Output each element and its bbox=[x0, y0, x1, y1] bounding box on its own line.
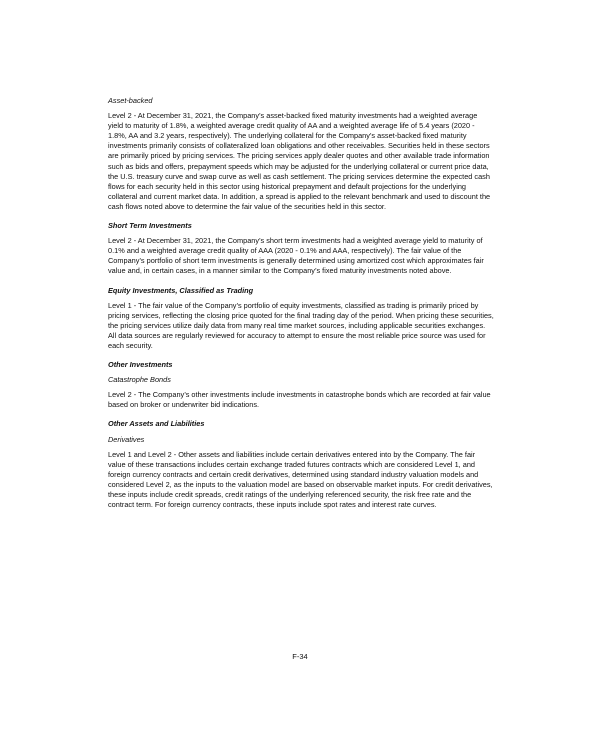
short-term-investments-paragraph: Level 2 - At December 31, 2021, the Company’s short term investments had a weighted average yield to maturity of 0.1% and a weighted average credit quality of AAA (2020 - 0.1% and AAA, respectively). The fair value of the Company’s portfolio of short term investments is generally determined using amortized cost which approximates fair value and, in certain cases, in a manner similar to the Company’s fixed maturity investments noted above. bbox=[108, 236, 484, 276]
page-content bbox=[108, 96, 494, 519]
catastrophe-bonds-paragraph: Level 2 - The Company’s other investments include investments in catastrophe bonds which are recorded at fair value based on broker or underwriter bid indications. bbox=[108, 390, 491, 410]
equity-investments-paragraph: Level 1 - The fair value of the Company’s portfolio of equity investments, classified as trading is primarily priced by pricing services, reflecting the closing price quoted for the final trading day of the period. When pricing these securities, the pricing services utilize daily data from many real time market sources, including applicable securities exchanges. All data sources are regularly reviewed for accuracy to attempt to ensure the most reliable price source was used for each security. bbox=[108, 300, 494, 350]
asset-backed-heading: Asset-backed bbox=[108, 96, 153, 105]
page-number: F-34 bbox=[292, 652, 308, 661]
derivatives-heading: Derivatives bbox=[108, 434, 145, 444]
catastrophe-bonds-heading: Catastrophe Bonds bbox=[108, 375, 171, 385]
asset-backed-paragraph: Level 2 - At December 31, 2021, the Company’s asset-backed fixed maturity investments had a weighted average yield to maturity of 1.8%, a weighted average credit quality of AA and a weighted average life of 5.4 years (2020 - 1.8%, AA and 3.2 years, respectively). The underlying collateral for the Company’s asset-backed fixed maturity investments primarily consists of collateralized loan obligations and other receivables. Securities held in these sectors are primarily priced by pricing services. The pricing services apply dealer quotes and other available trade information such as bids and offers, prepayment speeds which may be adjusted for the underlying collateral or current price data, the U.S. treasury curve and swap curve as well as cash settlement. The pricing services determine the expected cash flows for each security held in this sector using historical prepayment and default projections for the underlying collateral and current market data. In addition, a spread is applied to the relevant benchmark and used to discount the cash flows noted above to determine the fair value of the securities held in this sector. bbox=[108, 111, 491, 211]
short-term-investments-heading: Short Term Investments bbox=[108, 221, 192, 231]
derivatives-paragraph: Level 1 and Level 2 - Other assets and liabilities include certain derivatives entered into by the Company. The fair value of these transactions includes certain exchange traded futures contracts which are considered Level 1, and foreign currency contracts and certain credit derivatives, determined using standard industry valuation models and considered Level 2, as the inputs to the valuation model are based on observable market inputs. For credit derivatives, these inputs include credit spreads, credit ratings of the underlying referenced security, the risk free rate and the contract term. For foreign currency contracts, these inputs include spot rates and interest rate curves. bbox=[108, 449, 493, 510]
equity-investments-heading: Equity Investments, Classified as Trading bbox=[108, 285, 254, 295]
other-assets-liabilities-heading: Other Assets and Liabilities bbox=[108, 419, 205, 429]
other-investments-heading: Other Investments bbox=[108, 360, 173, 370]
